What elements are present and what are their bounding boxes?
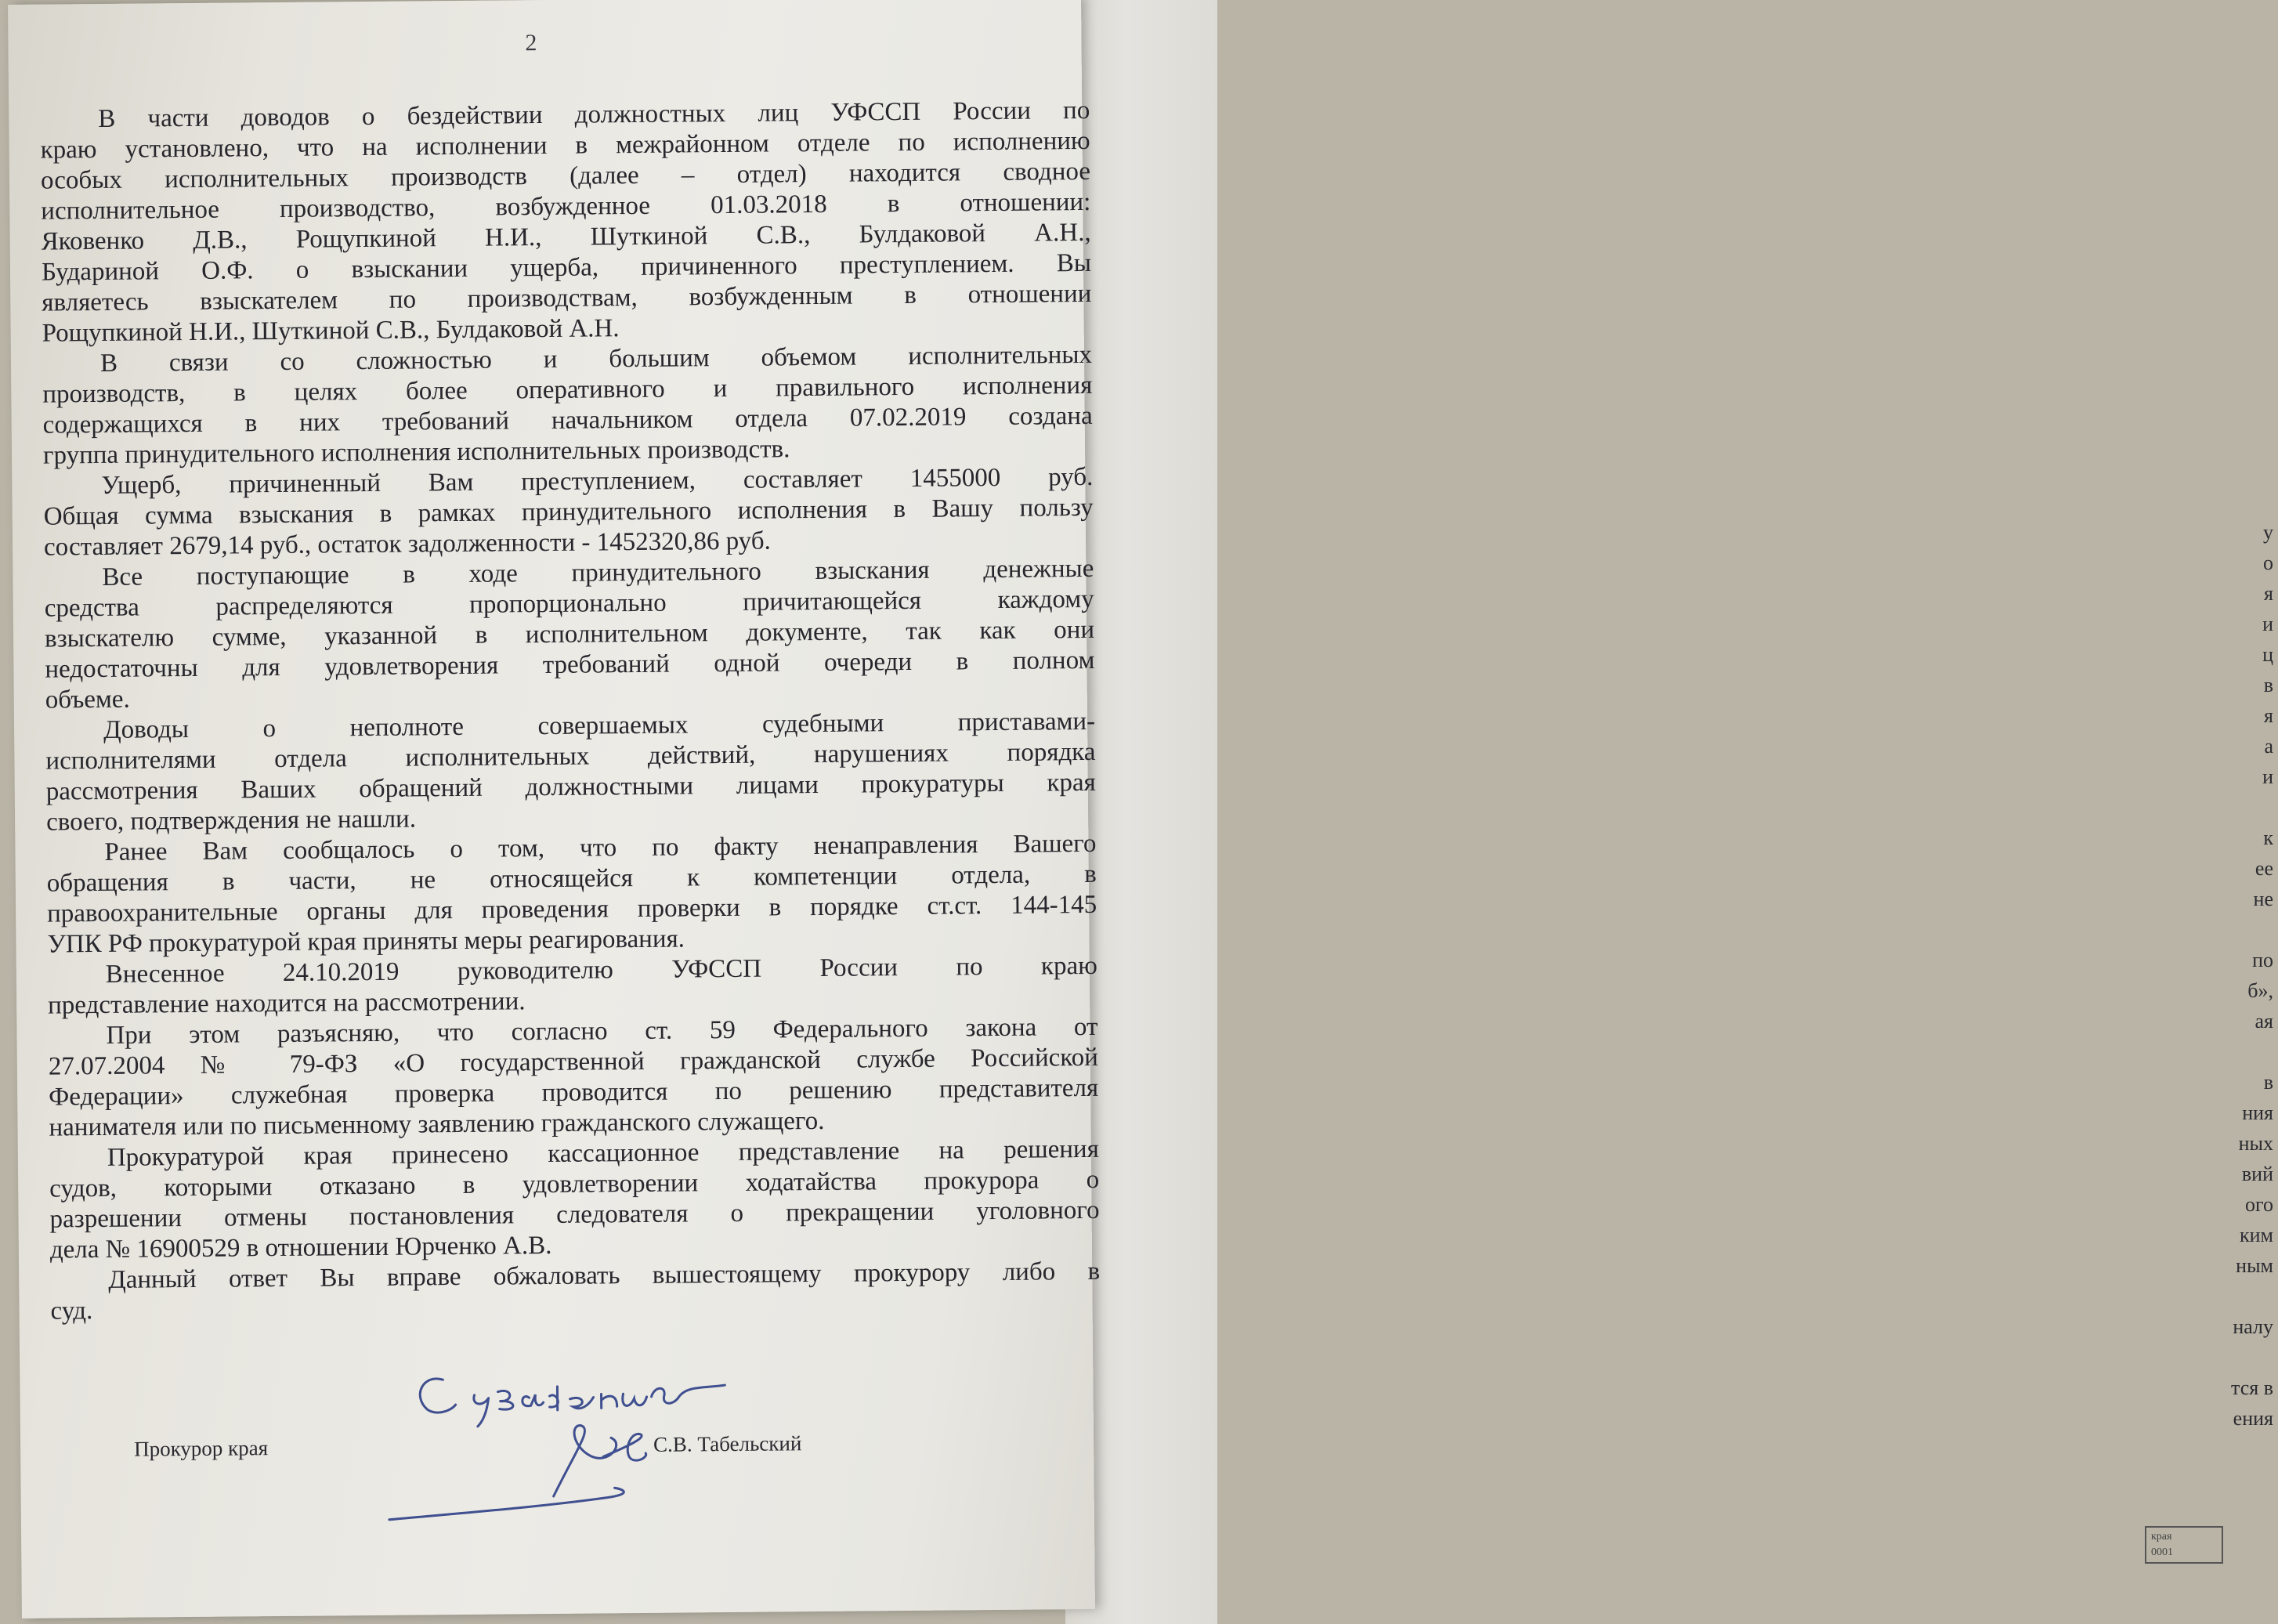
body-line: содержащихся в них требований начальником отдела 07.02.2019 создана xyxy=(42,401,1093,439)
underlying-fragment: б», xyxy=(2247,979,2273,1002)
body-line: Федерации» служебная проверка проводится по решению представителя xyxy=(49,1073,1099,1112)
body-line: являетесь взыскателем по производствам, возбужденным в отношении xyxy=(42,279,1092,317)
body-line: Яковенко Д.В., Рощупкиной Н.И., Шуткиной С.В., Булдаковой А.Н., xyxy=(41,218,1091,256)
underlying-fragment: а xyxy=(2264,735,2273,758)
underlying-fragment: ким xyxy=(2240,1224,2273,1246)
body-line: своего, подтверждения не нашли. xyxy=(45,805,417,837)
underlying-fragment: по xyxy=(2252,949,2273,971)
body-line: УПК РФ прокуратурой края приняты меры реагирования. xyxy=(47,924,685,959)
body-line: краю установлено, что на исполнении в межрайонном отделе по исполнению xyxy=(40,126,1090,165)
underlying-fragment: в xyxy=(2263,674,2273,696)
underlying-fragment: налу xyxy=(2233,1315,2273,1338)
underlying-fragment xyxy=(2153,1281,2278,1311)
body-line: Все поступающие в ходе принудительного взыскания денежные xyxy=(102,554,1094,591)
body-line: недостаточны для удовлетворения требований одной очереди в полном xyxy=(45,646,1095,684)
underlying-fragment: вий xyxy=(2241,1163,2273,1185)
body-line: Общая сумма взыскания в рамках принудительного исполнения в Вашу пользу xyxy=(43,493,1094,531)
body-line: Ранее Вам сообщалось о том, что по факту ненаправления Вашего xyxy=(104,829,1097,866)
body-line: рассмотрения Ваших обращений должностными лицами прокуратуры края xyxy=(45,768,1096,806)
body-line: Доводы о неполноте совершаемых судебными приставами- xyxy=(103,707,1096,744)
body-line: обращения в части, не относящейся к компетенции отдела, в xyxy=(46,859,1097,898)
handwritten-greeting xyxy=(420,1376,725,1427)
body-line: 27.07.2004 № 79-ФЗ «О государственной гражданской службе Российской xyxy=(48,1043,1098,1081)
body-line: разрешении отмены постановления следователя о прекращении уголовного xyxy=(49,1195,1100,1234)
body-line: суд. xyxy=(50,1297,93,1326)
underlying-fragment: и xyxy=(2262,765,2273,788)
underlying-fragment: я xyxy=(2264,582,2273,605)
body-line: средства распределяются пропорционально причитающейся каждому xyxy=(44,584,1094,623)
letter-body xyxy=(40,96,1101,1327)
underlying-fragment: ц xyxy=(2262,643,2273,666)
body-line: Ущерб, причиненный Вам преступлением, составляет 1455000 руб. xyxy=(101,462,1094,500)
body-line: составляет 2679,14 руб., остаток задолженности - 1452320,86 руб. xyxy=(43,526,771,562)
underlying-fragment: ая xyxy=(2254,1010,2273,1033)
underlying-fragment: у xyxy=(2263,521,2273,544)
body-line: В связи со сложностью и большим объемом исполнительных xyxy=(99,340,1093,378)
body-line: производств, в целях более оперативного и правильного исполнения xyxy=(42,371,1093,409)
underlying-fragment: ее xyxy=(2254,857,2273,880)
body-line: представление находится на рассмотрении. xyxy=(48,987,526,1020)
body-line: Внесенное 24.10.2019 руководителю УФССП России по краю xyxy=(105,951,1097,989)
body-line: судов, которыми отказано в удовлетворении ходатайства прокурора о xyxy=(49,1165,1100,1203)
underlying-fragment xyxy=(2153,914,2278,945)
body-line: Рощупкиной Н.И., Шуткиной С.В., Булдаковой А.Н. xyxy=(42,314,620,348)
underlying-fragment: ным xyxy=(2236,1254,2273,1277)
underlying-fragment xyxy=(2153,1342,2278,1373)
underlying-fragment: ния xyxy=(2242,1101,2273,1124)
underlying-fragment: я xyxy=(2264,704,2273,727)
underlying-fragment: в xyxy=(2263,1071,2273,1094)
body-line: Прокуратурой края принесено кассационное представление на решения xyxy=(107,1134,1099,1172)
underlying-stamp-line: 0001 xyxy=(2151,1546,2173,1558)
body-line: Данный ответ Вы вправе обжаловать вышестоящему прокурору либо в xyxy=(108,1257,1101,1294)
underlying-stamp xyxy=(2145,1526,2223,1564)
body-line: исполнителями отдела исполнительных действий, нарушениях порядка xyxy=(45,737,1096,776)
body-line: исполнительное производство, возбужденное 01.03.2018 в отношении: xyxy=(41,187,1091,226)
underlying-fragment: не xyxy=(2253,888,2273,910)
position-title: Прокурор края xyxy=(133,1436,269,1461)
underlying-fragment: ных xyxy=(2238,1132,2273,1155)
signature-graphic xyxy=(396,1360,883,1521)
signature-flourish xyxy=(389,1425,647,1520)
letter-page xyxy=(8,0,1101,1619)
underlying-fragment: ения xyxy=(2233,1407,2273,1430)
underlying-text-fragments xyxy=(2153,517,2278,1434)
underlying-stamp-line: края xyxy=(2151,1531,2172,1543)
body-line: особых исполнительных производств (далее – отдел) находится сводное xyxy=(40,157,1091,195)
underlying-fragment: и xyxy=(2262,613,2273,635)
body-line: группа принудительного исполнения исполнительных производств. xyxy=(42,435,790,470)
body-line: нанимателя или по письменному заявлению гражданского служащего. xyxy=(49,1106,825,1142)
underlying-fragment xyxy=(2153,792,2278,823)
underlying-fragment xyxy=(2153,1036,2278,1067)
body-line: взыскателю сумме, указанной в исполнительном документе, так как они xyxy=(44,615,1095,653)
underlying-fragment: о xyxy=(2263,552,2273,574)
signer-name: С.В. Табельский xyxy=(653,1431,802,1456)
body-line: дела № 16900529 в отношении Юрченко А.В. xyxy=(49,1231,552,1264)
body-line: При этом разъясняю, что согласно ст. 59 Федерального закона от xyxy=(106,1012,1098,1050)
body-line: Будариной О.Ф. о взыскании ущерба, причиненного преступлением. Вы xyxy=(41,248,1092,287)
body-line: В части доводов о бездействии должностных лиц УФССП России по xyxy=(98,96,1090,133)
underlying-fragment: тся в xyxy=(2231,1376,2273,1399)
body-line: объеме. xyxy=(45,685,130,714)
page-number: 2 xyxy=(525,30,537,56)
underlying-fragment: ого xyxy=(2244,1193,2273,1216)
body-line: правоохранительные органы для проведения проверки в порядке ст.ст. 144-145 xyxy=(46,890,1097,928)
underlying-fragment: к xyxy=(2263,826,2273,849)
